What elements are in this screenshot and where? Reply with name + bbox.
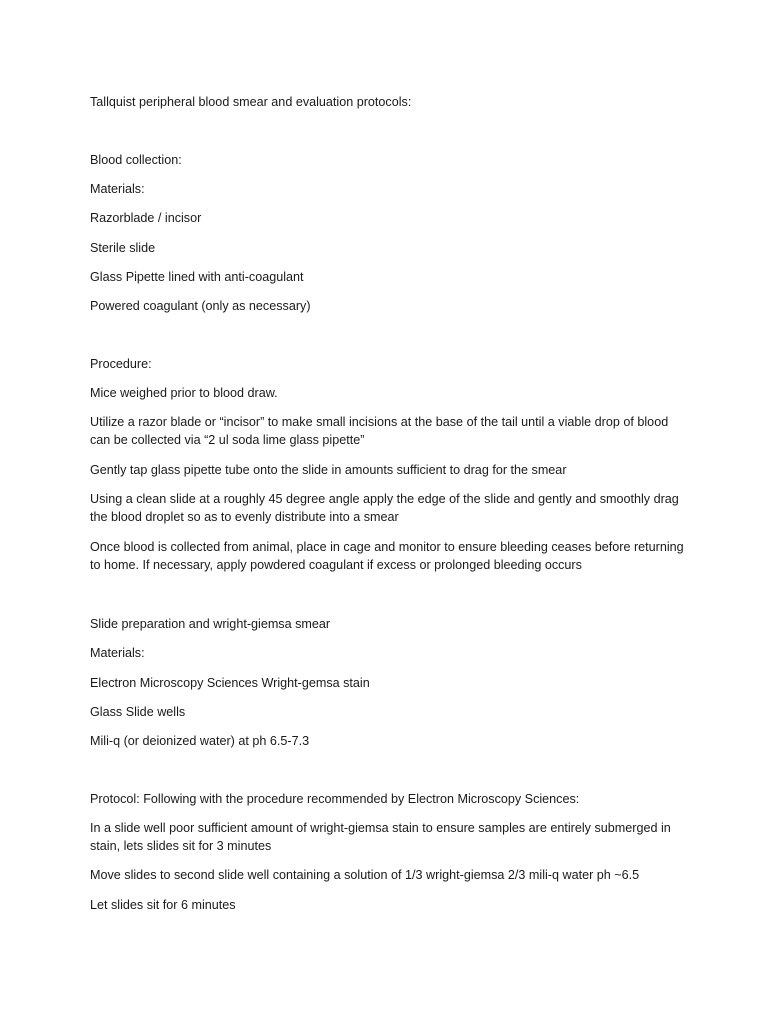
procedure-label: Procedure:: [90, 357, 152, 371]
materials-label: Materials:: [90, 182, 145, 196]
procedure-step: Using a clean slide at a roughly 45 degree angle apply the edge of the slide and gently and smoothly drag the blood droplet so as to evenly distribute into a smear: [90, 492, 679, 524]
protocol-step: In a slide well poor sufficient amount of wright-giemsa stain to ensure samples are entirely submerged in stain, lets slides sit for 3 minutes: [90, 821, 671, 853]
list-item: Glass Pipette lined with anti-coagulant: [90, 270, 304, 284]
protocol-step: Let slides sit for 6 minutes: [90, 898, 236, 912]
list-item: Mili-q (or deionized water) at ph 6.5-7.3: [90, 734, 310, 748]
list-item: Powered coagulant (only as necessary): [90, 299, 311, 313]
materials-label: Materials:: [90, 646, 145, 660]
procedure-step: Gently tap glass pipette tube onto the slide in amounts sufficient to drag for the smear: [90, 463, 567, 477]
list-item: Electron Microscopy Sciences Wright-gemsa stain: [90, 676, 370, 690]
list-item: Glass Slide wells: [90, 705, 186, 719]
section-heading-slide-preparation: Slide preparation and wright-giemsa smear: [90, 617, 331, 631]
section-heading-blood-collection: Blood collection:: [90, 153, 182, 167]
list-item: Razorblade / incisor: [90, 211, 202, 225]
document-title: Tallquist peripheral blood smear and evaluation protocols:: [90, 95, 412, 109]
procedure-step: Utilize a razor blade or “incisor” to make small incisions at the base of the tail until a viable drop of blood can be collected via “2 ul soda lime glass pipette”: [90, 415, 669, 447]
protocol-step: Move slides to second slide well containing a solution of 1/3 wright-giemsa 2/3 mili-q water ph ~6.5: [90, 868, 640, 882]
procedure-step: Mice weighed prior to blood draw.: [90, 386, 278, 400]
procedure-step: Once blood is collected from animal, place in cage and monitor to ensure bleeding ceases before returning to home. If necessary, apply powdered coagulant if excess or prolonged bleeding occurs: [90, 540, 684, 572]
list-item: Sterile slide: [90, 241, 156, 255]
protocol-label: Protocol: Following with the procedure recommended by Electron Microscopy Sciences:: [90, 792, 580, 806]
